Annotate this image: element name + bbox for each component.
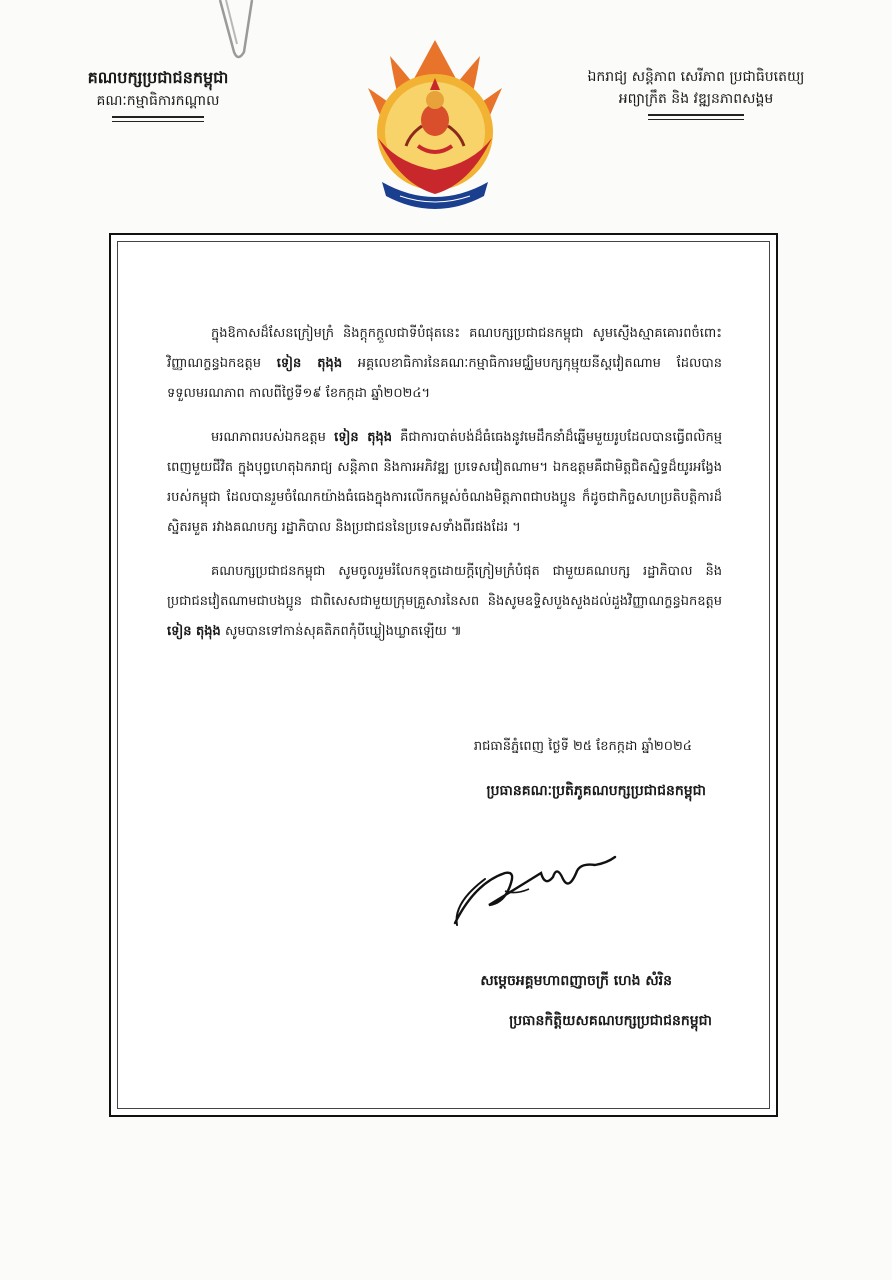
deceased-name: ទៀន តុងុង <box>276 356 343 371</box>
party-logo-icon <box>360 34 510 216</box>
paragraph-3-text: សូមបានទៅកាន់សុគតិភពកុំបីឃ្លៀងឃ្លាតឡើយ ៕ <box>224 624 462 639</box>
letter-body <box>167 319 722 661</box>
letterhead-left <box>40 66 276 122</box>
committee-name: គណៈកម្មាធិការកណ្ដាល <box>96 93 220 109</box>
header-rule <box>648 119 744 120</box>
header-rule <box>648 114 744 116</box>
header-rule <box>112 116 204 118</box>
delegation-president-title: ប្រធានគណៈប្រតិភូគណបក្សប្រជាជនកម្ពុជា <box>486 783 706 799</box>
national-motto-line1: ឯករាជ្យ សន្តិភាព សេរីភាព ប្រជាធិបតេយ្យ <box>587 69 805 85</box>
signer-name: សម្ដេចអគ្គមហាពញាចក្រី ហេង សំរិន <box>480 973 672 989</box>
paragraph-3 <box>167 557 722 647</box>
signature-icon <box>445 843 625 933</box>
paragraph-2-text: មរណភាពរបស់ឯកឧត្តម <box>211 430 326 445</box>
paragraph-2 <box>167 423 722 543</box>
national-motto-line2: អព្យាក្រឹត និង វឌ្ឍនភាពសង្គម <box>618 91 774 107</box>
paragraph-3-text: គណបក្សប្រជាជនកម្ពុជា សូមចូលរួមរំលែកទុក្ខដោយក្ដីក្រៀមក្រំបំផុត ជាមួយគណបក្ស រដ្ឋាភិបាល និងប្រជាជនវៀតណាមជាបងប្អូន ជាពិសេសជាមួយក្រុមគ្រួសារនៃសព និងសូមឧទ្ទិសបួងសួងដល់ដួងវិញ្ញាណក្ខន្ធឯកឧត្តម <box>167 564 722 609</box>
deceased-name: ទៀន តុងុង <box>334 430 392 445</box>
paper-clip-icon <box>212 0 258 62</box>
paragraph-1 <box>167 319 722 409</box>
paragraph-1-text: អគ្គលេខាធិការនៃគណៈកម្មាធិការមជ្ឈិមបក្សកុម្មុយនីស្ដវៀតណាម ដែលបានទទួលមរណភាព កាលពីថ្ងៃទី១៩ ខែកក្កដា ឆ្នាំ២០២៤។ <box>167 356 722 401</box>
condolence-letter-frame <box>109 233 778 1117</box>
paragraph-2-text: គឺជាការបាត់បង់ដ៏ធំធេងនូវមេដឹកនាំដ៏ឆ្នើមមួយរូបដែលបានធ្វើពលិកម្មពេញមួយជីវិត ក្នុងបុព្វហេតុឯករាជ្យ សន្តិភាព និងការអភិវឌ្ឍ ប្រទេសវៀតណាម។ ឯកឧត្តមគឺជាមិត្តជិតស្និទ្ធដ៏យូរអង្វែងរបស់កម្ពុជា ដែលបានរួមចំណែកយ៉ាងធំធេងក្នុងការលើកកម្ពស់ចំណងមិត្តភាពជាបងប្អូន ក៏ដូចជាកិច្ចសហប្រតិបត្តិការដ៏ស្និតរមួត រវាងគណបក្ស រដ្ឋាភិបាល និងប្រជាជននៃប្រទេសទាំងពីរផងដែរ ។ <box>167 430 722 535</box>
paragraph-1-text: ក្នុងឱកាសដ៏សែនក្រៀមក្រំ និងក្ដុកក្ដួលជាទីបំផុតនេះ គណបក្សប្រជាជនកម្ពុជា សូមស្ញើងស្មាគគោរពចំពោះវិញ្ញាណក្ខន្ធឯកឧត្តម <box>167 326 722 371</box>
letterhead-right <box>540 66 852 120</box>
party-name: គណបក្សប្រជាជនកម្ពុជា <box>87 68 229 87</box>
header-rule <box>112 121 204 122</box>
deceased-name: ទៀន តុងុង <box>167 624 221 639</box>
date-line: រាជធានីភ្នំពេញ ថ្ងៃទី ២៥ ខែកក្កដា ឆ្នាំ២០២៤ <box>473 739 692 754</box>
signer-title: ប្រធានកិត្តិយសគណបក្សប្រជាជនកម្ពុជា <box>509 1013 712 1029</box>
